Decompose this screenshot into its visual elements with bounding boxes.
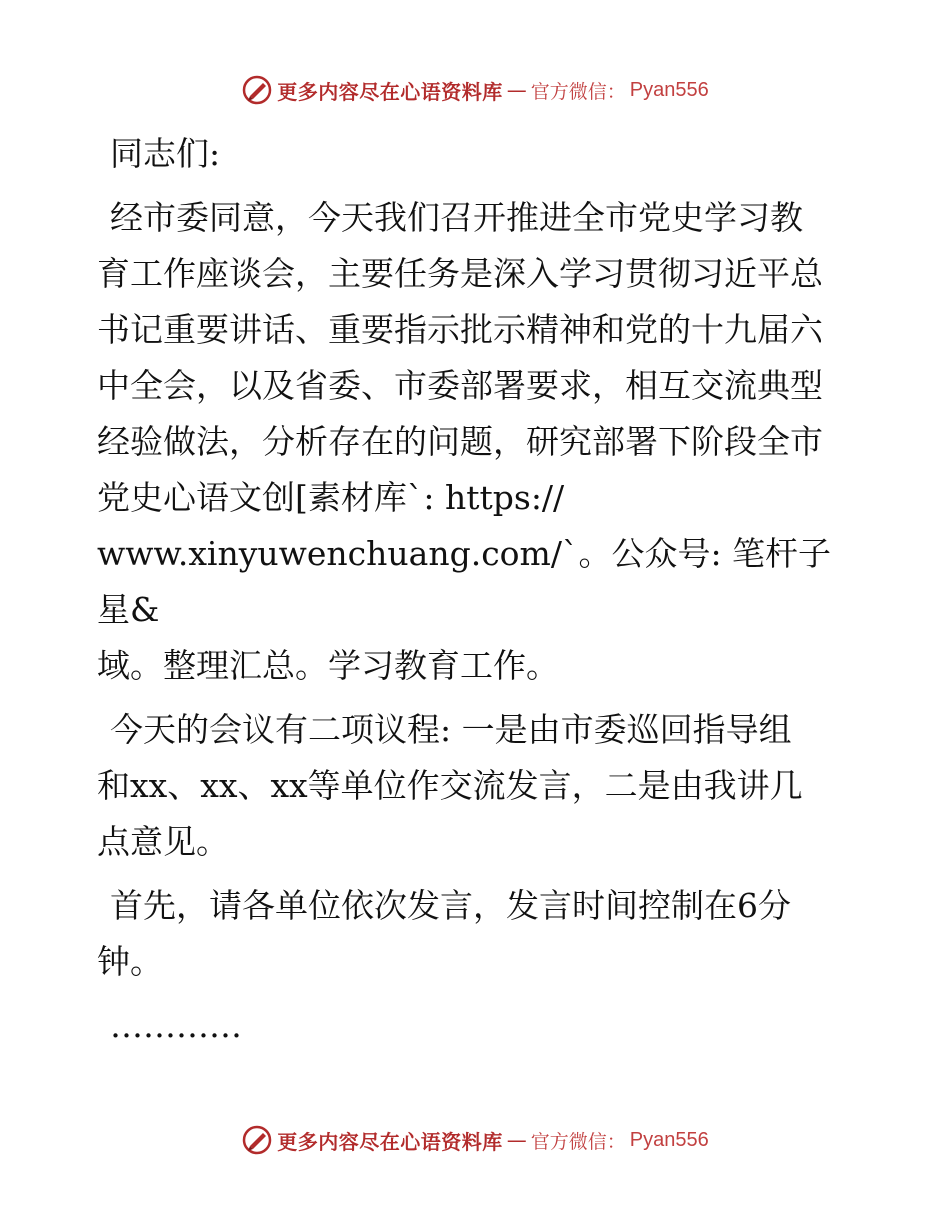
footer-banner	[0, 1120, 950, 1160]
banner-wechat-label: 官方微信：	[530, 80, 626, 103]
paragraph-1-line: 党史心语文创[素材库`: https://	[97, 478, 565, 517]
paragraph-2-line: 点意见。	[97, 822, 229, 861]
footer-banner-content	[241, 1124, 708, 1156]
banner-wechat-label: 官方微信：	[530, 1130, 626, 1153]
ellipsis: …………	[110, 1006, 242, 1045]
banner-separator: —	[506, 78, 527, 102]
paragraph-3	[97, 878, 857, 990]
header-banner	[0, 70, 950, 110]
paragraph-1-line: 经验做法，分析存在的问题，研究部署下阶段全市	[97, 422, 823, 461]
paragraph-1-line: 经市委同意，今天我们召开推进全市党史学习教	[110, 198, 803, 237]
paragraph-1-line: 育工作座谈会，主要任务是深入学习贯彻习近平总	[97, 254, 823, 293]
header-banner-content	[241, 74, 708, 106]
paragraph-1-line: 域。整理汇总。学习教育工作。	[97, 646, 559, 685]
paragraph-2-line: 和xx、xx、xx等单位作交流发言，二是由我讲几	[97, 766, 803, 805]
paragraph-1-line: 中全会，以及省委、市委部署要求，相互交流典型	[97, 366, 823, 405]
banner-title: 更多内容尽在心语资料库	[277, 79, 503, 104]
paragraph-1-line: www.xinyuwenchuang.com/`。公众号: 笔杆子星&	[97, 534, 832, 629]
paragraph-2	[97, 702, 857, 870]
paragraph-1-line: 书记重要讲话、重要指示批示精神和党的十九届六	[97, 310, 823, 349]
paragraph-3-line: 首先，请各单位依次发言，发言时间控制在6分	[110, 886, 791, 925]
paragraph-3-line: 钟。	[97, 942, 163, 981]
paragraph-1	[97, 190, 857, 694]
banner-wechat-id: Pyan556	[629, 1128, 709, 1151]
banner-title: 更多内容尽在心语资料库	[277, 1129, 503, 1154]
paragraph-2-line: 今天的会议有二项议程: 一是由市委巡回指导组	[110, 710, 792, 749]
banner-separator: —	[506, 1128, 527, 1152]
pen-logo-icon	[241, 1124, 273, 1156]
salutation: 同志们:	[110, 134, 221, 173]
banner-wechat-id: Pyan556	[629, 78, 709, 101]
pen-logo-icon	[241, 74, 273, 106]
document-body	[97, 126, 857, 1062]
